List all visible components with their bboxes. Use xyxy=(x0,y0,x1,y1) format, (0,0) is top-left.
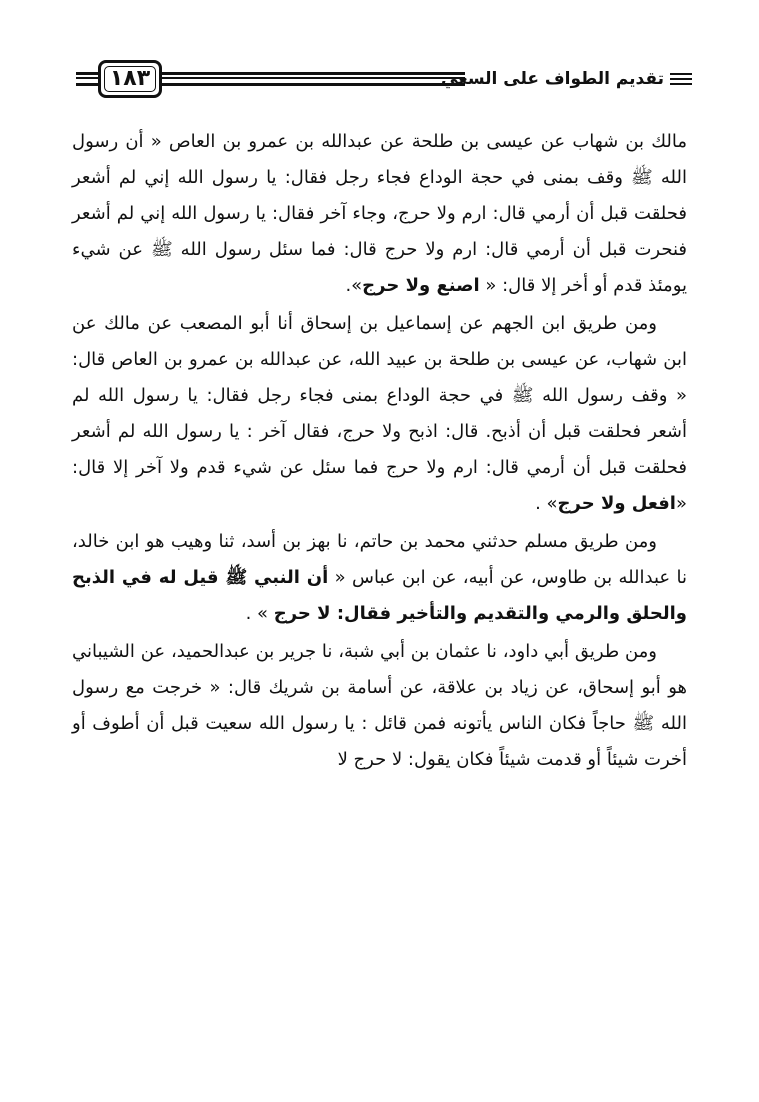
text-segment: » . xyxy=(535,493,558,514)
text-segment: ». xyxy=(345,275,363,296)
text-segment: ومن طريق مسلم حدثني محمد بن حاتم، نا بهز بن أسد، ثنا وهيب هو ابن خالد، نا عبدالله بن طاوس، عن أبيه، عن ابن عباس « xyxy=(72,531,687,588)
paragraph xyxy=(72,634,687,778)
running-header xyxy=(64,56,694,106)
page-number: ١٨٣ xyxy=(109,66,151,91)
running-title: تقديم الطواف على السعي xyxy=(441,69,664,89)
text-segment: ومن طريق أبي داود، نا عثمان بن أبي شبة، نا جرير بن عبدالحميد، عن الشيباني هو أبو إسحاق، عن زياد بن علاقة، عن أسامة بن شريك قال: « خرجت مع رسول الله ﷺ حاجاً فكان الناس يأتونه فمن قائل : يا رسول الله سعيت قبل أن أطوف أو أخرت شيئاً أو قدمت شيئاً فكان يقول: لا حرج لا xyxy=(72,641,687,770)
header-rule xyxy=(162,72,465,86)
page-number-box xyxy=(98,60,162,98)
paragraph xyxy=(72,524,687,632)
header-rule-right xyxy=(670,73,692,85)
paragraph xyxy=(72,124,687,304)
emphasized-quote: اصنع ولا حرج xyxy=(362,275,480,296)
text-segment: » . xyxy=(245,603,274,624)
paragraph xyxy=(72,306,687,522)
text-segment: ومن طريق ابن الجهم عن إسماعيل بن إسحاق أنا أبو المصعب عن مالك عن ابن شهاب، عن عيسى بن طلحة بن عبيد الله، عن عبدالله بن عمرو بن العاص قال: « وقف رسول الله ﷺ في حجة الوداع بمنى فجاء رجل فقال: يا رسول الله لم أشعر فحلقت قبل أن أذبح. قال: اذبح ولا حرج، فقال آخر : يا رسول الله لم أشعر فحلقت قبل أن أرمي قال: ارم ولا حرج فما سئل عن شيء قدم ولا آخر إلا قال: « xyxy=(72,313,687,514)
emphasized-quote: افعل ولا حرج xyxy=(557,493,676,514)
text-segment: مالك بن شهاب عن عيسى بن طلحة عن عبدالله بن عمرو بن العاص « أن رسول الله ﷺ وقف بمنى في حجة الوداع فجاء رجل فقال: يا رسول الله إني لم أشعر فحلقت قبل أن أرمي قال: ارم ولا حرج، وجاء آخر فقال: يا رسول الله إني لم أشعر فنحرت قبل أن أرمي قال: ارم ولا حرج قال: فما سئل رسول الله ﷺ عن شيء يومئذ قدم أو أخر إلا قال: « xyxy=(72,131,687,296)
body-text xyxy=(72,124,687,780)
emphasized-quote: أن النبي ﷺ قيل له في الذبح والحلق والرمي والتقديم والتأخير فقال: لا حرج xyxy=(72,567,687,624)
